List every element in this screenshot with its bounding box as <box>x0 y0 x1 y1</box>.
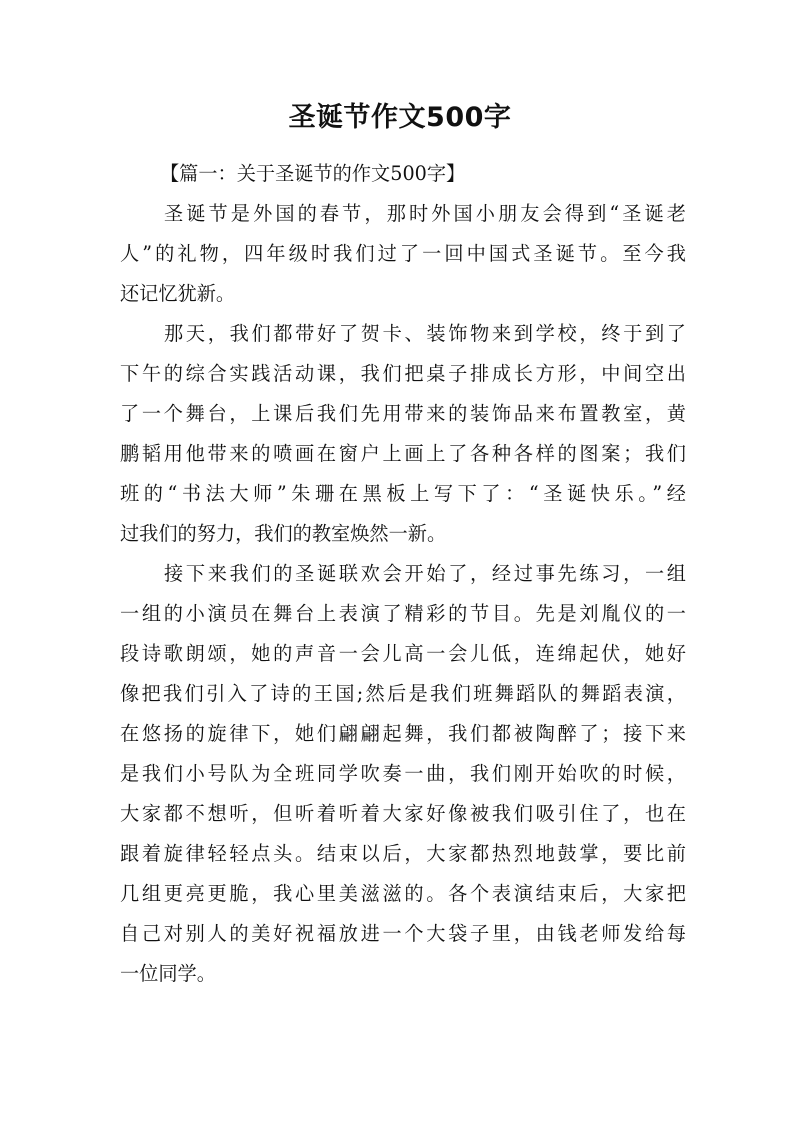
paragraph-line: 那天，我们都带好了贺卡、装饰物来到学校，终于到了 <box>164 322 686 345</box>
paragraph-2 <box>120 314 686 554</box>
paragraph-line: 跟着旋律轻轻点头。结束以后，大家都热烈地鼓掌，要比前 <box>120 842 686 865</box>
paragraph-line: 人”的礼物，四年级时我们过了一回中国式圣诞节。至今我 <box>120 242 686 265</box>
paragraph-line: 接下来我们的圣诞联欢会开始了，经过事先练习，一组 <box>164 562 686 585</box>
paragraph-line: 是我们小号队为全班同学吹奏一曲，我们刚开始吹的时候， <box>120 762 686 785</box>
paragraph-1 <box>120 194 686 314</box>
paragraph-line: 鹏韬用他带来的喷画在窗户上画上了各种各样的图案；我们 <box>120 442 686 465</box>
paragraph-line: 像把我们引入了诗的王国;然后是我们班舞蹈队的舞蹈表演， <box>120 682 686 705</box>
paragraph-line: 了一个舞台，上课后我们先用带来的装饰品来布置教室，黄 <box>120 402 686 425</box>
paragraph-line: 过我们的努力，我们的教室焕然一新。 <box>120 522 447 545</box>
paragraph-line: 大家都不想听，但听着听着大家好像被我们吸引住了，也在 <box>120 802 686 825</box>
paragraph-line: 在悠扬的旋律下，她们翩翩起舞，我们都被陶醉了；接下来 <box>120 722 686 745</box>
paragraph-line: 班的“书法大师”朱珊在黑板上写下了：“圣诞快乐。”经 <box>120 482 686 505</box>
paragraph-line: 段诗歌朗颂，她的声音一会儿高一会儿低，连绵起伏，她好 <box>120 642 686 665</box>
paragraph-line: 下午的综合实践活动课，我们把桌子排成长方形，中间空出 <box>120 362 686 385</box>
paragraph-line: 还记忆犹新。 <box>120 282 236 305</box>
document-body <box>120 154 686 994</box>
paragraph-line: 自己对别人的美好祝福放进一个大袋子里，由钱老师发给每 <box>120 922 686 945</box>
paragraph-line: 圣诞节是外国的春节，那时外国小朋友会得到“圣诞老 <box>164 202 686 225</box>
section-subtitle: 【篇一：关于圣诞节的作文500字】 <box>160 162 466 185</box>
paragraph-line: 一组的小演员在舞台上表演了精彩的节目。先是刘胤仪的一 <box>120 602 686 625</box>
document-title: 圣诞节作文500字 <box>288 102 512 133</box>
paragraph-line: 几组更亮更脆，我心里美滋滋的。各个表演结束后，大家把 <box>120 882 686 905</box>
paragraph-line: 一位同学。 <box>120 962 216 985</box>
paragraph-3 <box>120 554 686 994</box>
